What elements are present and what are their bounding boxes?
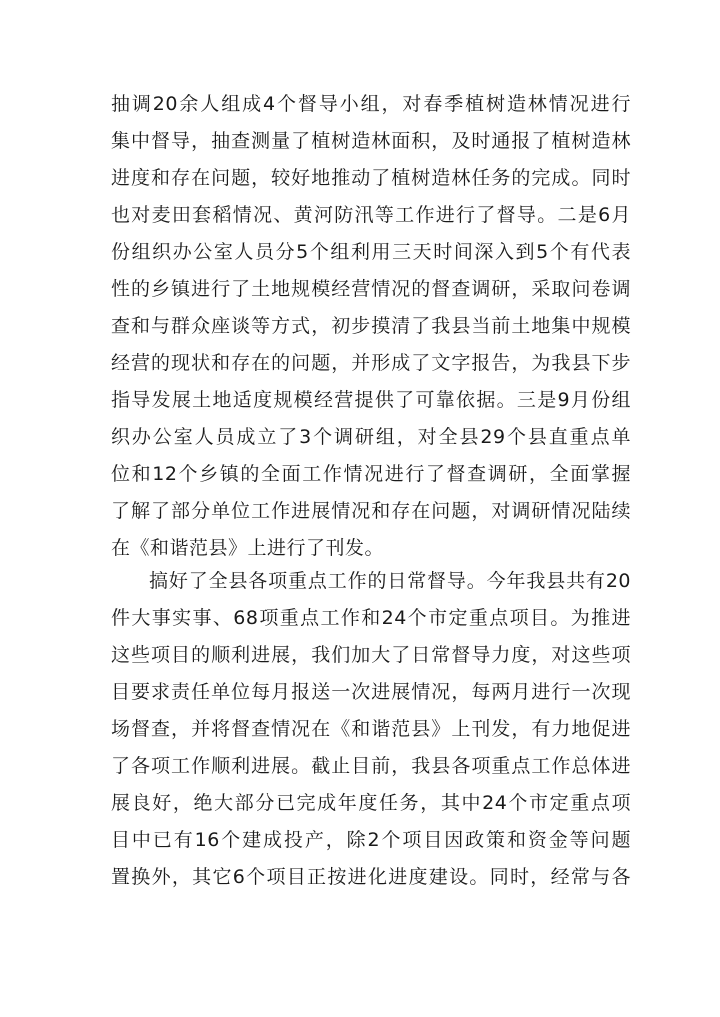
- text-line: 位和12个乡镇的全面工作情况进行了督查调研，全面掌握: [111, 463, 631, 485]
- text-line: 展良好，绝大部分已完成年度任务，其中24个市定重点项: [111, 792, 631, 814]
- text-line: 性的乡镇进行了土地规模经营情况的督查调研，采取问卷调: [111, 278, 631, 300]
- text-line: 在《和谐范县》上进行了刊发。: [111, 537, 385, 559]
- text-line: 抽调20余人组成4个督导小组，对春季植树造林情况进行: [111, 93, 631, 115]
- text-line: 集中督导，抽查测量了植树造林面积，及时通报了植树造林: [111, 130, 631, 152]
- paragraph-1: [111, 86, 631, 567]
- text-line: 织办公室人员成立了3个调研组，对全县29个县直重点单: [111, 426, 631, 448]
- text-line: 场督查，并将督查情况在《和谐范县》上刊发，有力地促进: [111, 718, 631, 740]
- text-line: 了解了部分单位工作进展情况和存在问题，对调研情况陆续: [111, 500, 631, 522]
- text-line: 目要求责任单位每月报送一次进展情况，每两月进行一次现: [111, 681, 631, 703]
- text-line: 目中已有16个建成投产，除2个项目因政策和资金等问题: [111, 829, 631, 851]
- text-line: 进度和存在问题，较好地推动了植树造林任务的完成。同时: [111, 167, 631, 189]
- paragraph-2: [111, 563, 631, 896]
- text-line: 置换外，其它6个项目正按进化进度建设。同时，经常与各: [111, 866, 631, 888]
- text-line: 这些项目的顺利进展，我们加大了日常督导力度，对这些项: [111, 644, 631, 666]
- text-line: 指导发展土地适度规模经营提供了可靠依据。三是9月份组: [111, 389, 631, 411]
- text-line: 份组织办公室人员分5个组利用三天时间深入到5个有代表: [111, 241, 631, 263]
- text-line: 查和与群众座谈等方式，初步摸清了我县当前土地集中规模: [111, 315, 631, 337]
- text-line: 件大事实事、68项重点工作和24个市定重点项目。为推进: [111, 607, 631, 629]
- text-line: 也对麦田套稻情况、黄河防汛等工作进行了督导。二是6月: [111, 204, 631, 226]
- text-line: 经营的现状和存在的问题，并形成了文字报告，为我县下步: [111, 352, 631, 374]
- text-line: 搞好了全县各项重点工作的日常督导。今年我县共有20: [149, 570, 631, 592]
- text-line: 了各项工作顺利进展。截止目前，我县各项重点工作总体进: [111, 755, 631, 777]
